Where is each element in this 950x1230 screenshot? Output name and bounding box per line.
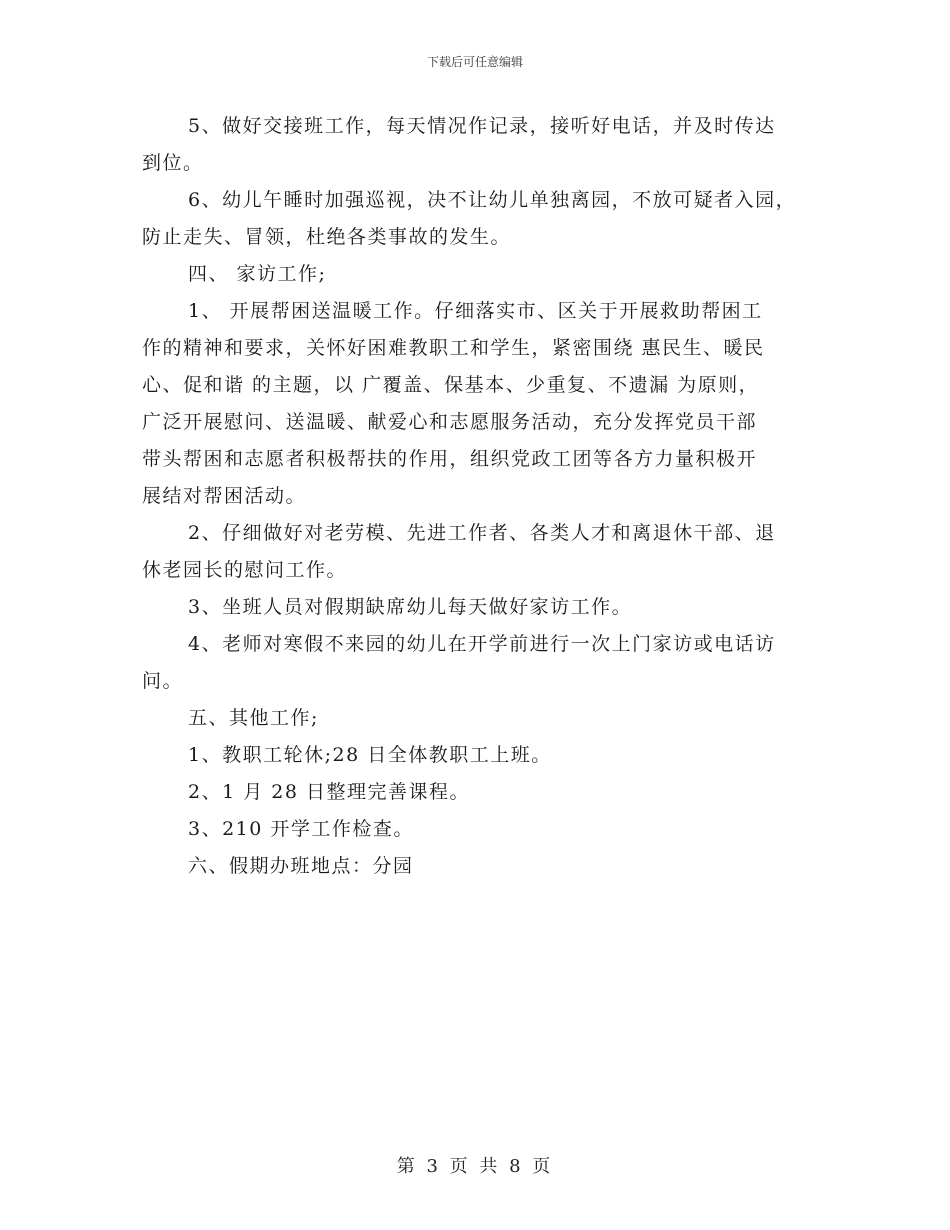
text-line: 到位。: [142, 152, 204, 174]
text-line: 广泛开展慰问、送温暖、献爱心和志愿服务活动，充分发挥党员干部: [142, 411, 758, 433]
text-line: 2、仔细做好对老劳模、先进工作者、各类人才和离退休干部、退: [188, 522, 776, 544]
text-line: 带头帮困和志愿者积极帮扶的作用，组织党政工团等各方力量积极开: [142, 448, 758, 470]
text-line: 1、 开展帮困送温暖工作。仔细落实市、区关于开展救助帮困工: [188, 300, 763, 322]
text-line: 作的精神和要求，关怀好困难教职工和学生，紧密围绕 惠民生、暖民: [142, 337, 765, 359]
text-line: 1、教职工轮休;28 日全体教职工上班。: [188, 744, 552, 766]
section-heading: 五、其他工作;: [188, 707, 319, 729]
text-line: 2、1 月 28 日整理完善课程。: [188, 781, 470, 803]
text-line: 心、促和谐 的主题，以 广覆盖、保基本、少重复、不遗漏 为原则，: [142, 374, 760, 396]
text-line: 6、幼儿午睡时加强巡视，决不让幼儿单独离园，不放可疑者入园，: [188, 189, 797, 211]
page-number: 第 3 页 共 8 页: [396, 1156, 554, 1177]
header-note: 下载后可任意编辑: [426, 55, 523, 69]
document-body: [142, 108, 812, 885]
text-line: 5、做好交接班工作，每天情况作记录，接听好电话，并及时传达: [188, 115, 776, 137]
text-line: 防止走失、冒领，杜绝各类事故的发生。: [142, 226, 512, 248]
text-line: 3、坐班人员对假期缺席幼儿每天做好家访工作。: [188, 596, 633, 618]
text-line: 休老园长的慰问工作。: [142, 559, 348, 581]
text-line: 问。: [142, 670, 184, 692]
section-heading: 六、假期办班地点：分园: [188, 855, 414, 877]
section-heading: 四、 家访工作;: [188, 263, 327, 285]
text-line: 展结对帮困活动。: [142, 485, 307, 507]
text-line: 4、老师对寒假不来园的幼儿在开学前进行一次上门家访或电话访: [188, 633, 776, 655]
text-line: 3、210 开学工作检查。: [188, 818, 414, 840]
